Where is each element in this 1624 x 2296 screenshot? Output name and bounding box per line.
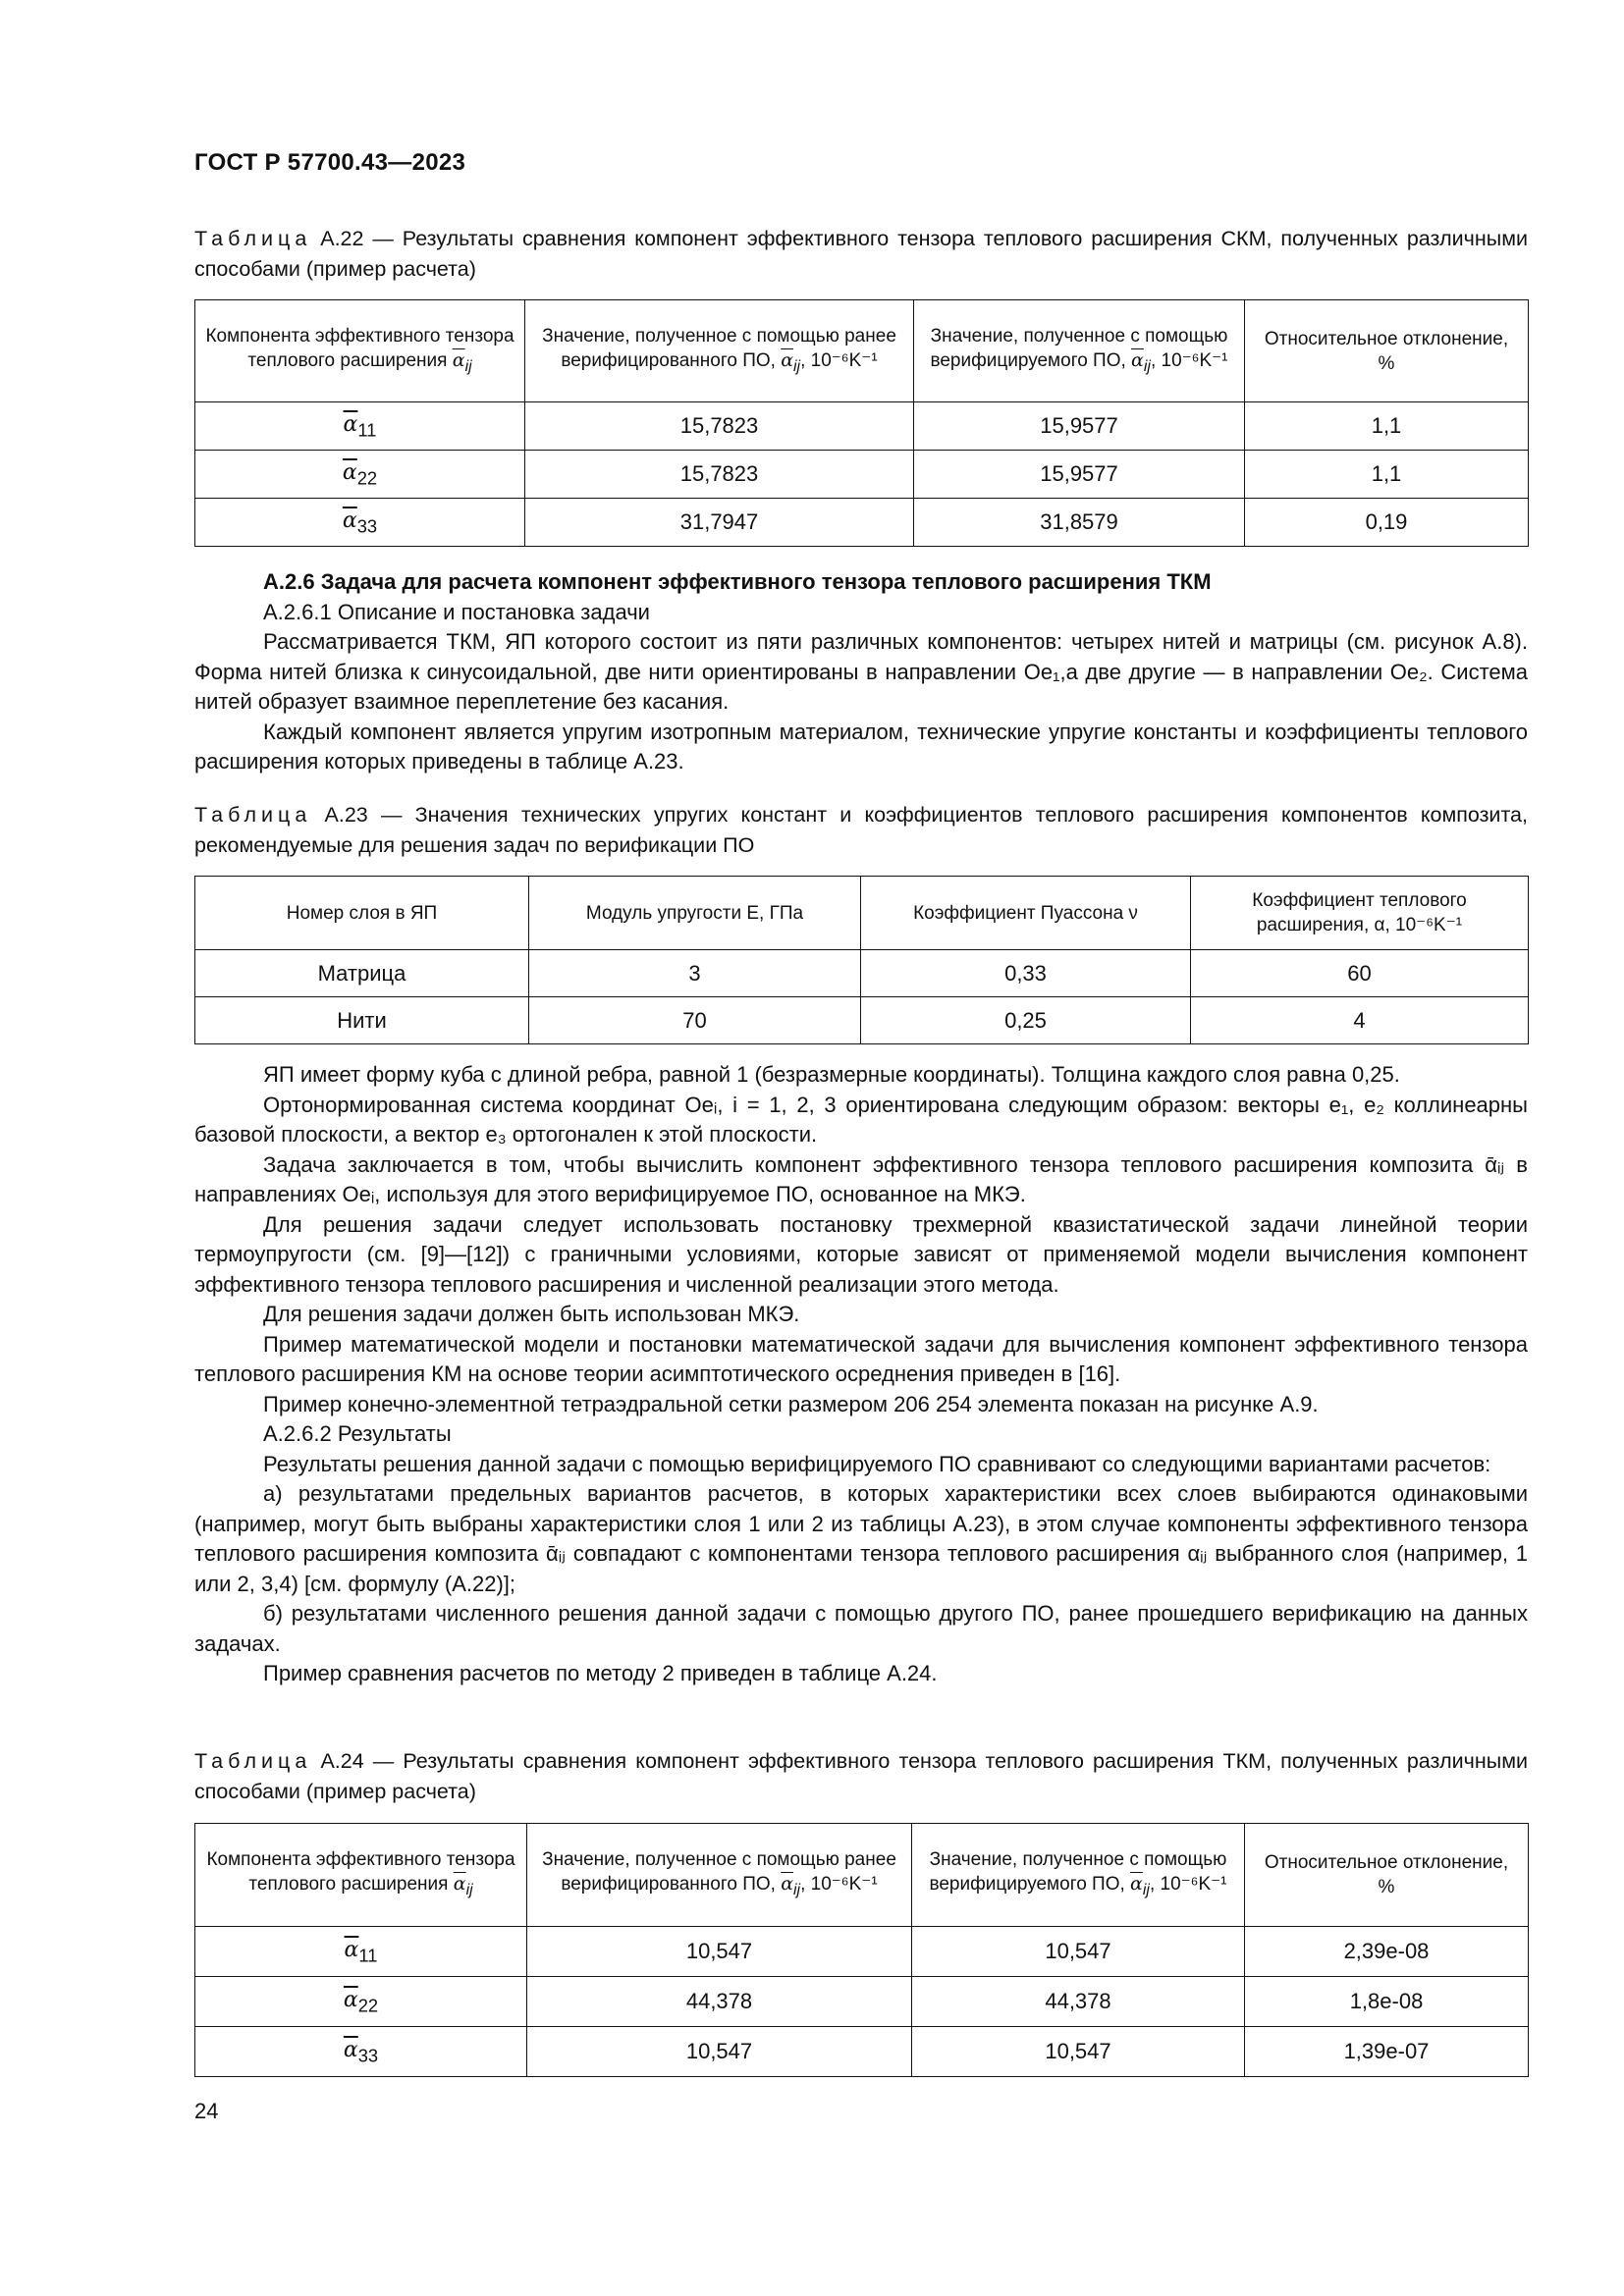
table-cell: 15,9577: [914, 402, 1245, 451]
table-header-cell: Компонента эффективного тензора теплового расширения $\overline{\alpha}_{ij}$: [195, 300, 525, 402]
paragraph: Рассматривается ТКМ, ЯП которого состоит из пяти различных компонентов: четырех нитей и матрицы (см. рисунок А.8). Форма нитей близка к синусоидальной, две нити ориентированы в направлении Oe₁,а две другие — в направлении Oe₂. Система нитей образует взаимное переплетение без касания.: [194, 629, 1528, 714]
table-cell: 1,8e-08: [1245, 1977, 1529, 2027]
table-a24: [194, 1823, 1529, 2077]
table-header-cell: Модуль упругости E, ГПа: [529, 877, 861, 950]
table-header-row: [195, 1824, 1529, 1927]
table-cell: 10,547: [527, 2027, 912, 2077]
table-cell: 31,8579: [914, 499, 1245, 547]
list-item: б) результатами численного решения данной задачи с помощью другого ПО, ранее прошедшего верификацию на данных задачах.: [194, 1601, 1528, 1656]
table-cell-component: $\overline{\alpha}_{22}$: [195, 1977, 527, 2027]
table-row: [195, 1927, 1529, 1977]
list-item: а) результатами предельных вариантов расчетов, в которых характеристики всех слоев выбираются одинаковыми (например, могут быть выбраны характеристики слоя 1 или 2 из таблицы А.23), в этом случае компоненты эффективного тензора теплового расширения композита ᾱᵢⱼ совпадают с компонентами тензора теплового расширения αᵢⱼ выбранного слоя (например, 1 или 2, 3,4) [см. формулу (А.22)];: [194, 1481, 1528, 1596]
table-header-row: [195, 300, 1529, 402]
table-a23-caption-prefix: Таблица: [194, 803, 312, 827]
table-a24-caption: [194, 1746, 1528, 1807]
document-header: ГОСТ Р 57700.43—2023: [194, 149, 466, 176]
table-a23-caption: [194, 800, 1528, 861]
paragraph: Каждый компонент является упругим изотропным материалом, технические упругие константы и коэффициенты теплового расширения которых приведены в таблице А.23.: [194, 719, 1528, 774]
table-cell: 15,9577: [914, 451, 1245, 499]
table-cell: 10,547: [912, 2027, 1245, 2077]
paragraph: Задача заключается в том, чтобы вычислить компонент эффективного тензора теплового расширения композита ᾱᵢⱼ в направлениях Oeᵢ, используя для этого верифицируемое ПО, основанное на МКЭ.: [194, 1151, 1528, 1206]
table-a24-caption-prefix: Таблица: [194, 1749, 312, 1773]
table-row: [195, 997, 1529, 1044]
table-a23: [194, 876, 1529, 1044]
table-header-cell: Значение, полученное с помощью верифицируемого ПО, $\overline{\alpha}_{ij}$, 10⁻⁶K⁻¹: [914, 300, 1245, 402]
table-row: [195, 950, 1529, 997]
table-row: [195, 451, 1529, 499]
paragraph: Для решения задачи должен быть использован МКЭ.: [263, 1302, 800, 1326]
table-header-cell: Относительное отклонение, %: [1245, 1824, 1529, 1927]
table-cell: 4: [1191, 997, 1529, 1044]
table-cell: Матрица: [195, 950, 529, 997]
table-a22: [194, 299, 1529, 547]
table-cell: 44,378: [912, 1977, 1245, 2027]
table-cell: 15,7823: [525, 402, 914, 451]
table-cell: 15,7823: [525, 451, 914, 499]
table-cell: 0,33: [861, 950, 1191, 997]
table-cell-component: $\overline{\alpha}_{11}$: [195, 1927, 527, 1977]
paragraph: Пример сравнения расчетов по методу 2 приведен в таблице А.24.: [263, 1661, 938, 1685]
table-cell: 10,547: [527, 1927, 912, 1977]
table-row: [195, 402, 1529, 451]
sub-heading: А.2.6.1 Описание и постановка задачи: [263, 599, 650, 624]
table-header-cell: Номер слоя в ЯП: [195, 877, 529, 950]
table-header-cell: Коэффициент теплового расширения, α, 10⁻⁶K⁻¹: [1191, 877, 1529, 950]
table-cell: 3: [529, 950, 861, 997]
paragraph: ЯП имеет форму куба с длиной ребра, равной 1 (безразмерные координаты). Толщина каждого слоя равна 0,25.: [263, 1062, 1400, 1087]
table-a22-caption-text: А.22 — Результаты сравнения компонент эффективного тензора теплового расширения СКМ, полученных различными способами (пример расчета): [194, 227, 1528, 281]
table-cell: 2,39e-08: [1245, 1927, 1529, 1977]
table-cell-component: $\overline{\alpha}_{33}$: [195, 2027, 527, 2077]
sub-heading: А.2.6.2 Результаты: [263, 1421, 452, 1446]
table-a22-caption: [194, 224, 1528, 285]
table-a24-caption-text: А.24 — Результаты сравнения компонент эффективного тензора теплового расширения ТКМ, полученных различными способами (пример расчета): [194, 1749, 1528, 1803]
table-cell-component: $\overline{\alpha}_{33}$: [195, 499, 525, 547]
table-row: [195, 1977, 1529, 2027]
table-cell: 1,1: [1245, 402, 1529, 451]
section-a26: [194, 567, 1528, 777]
table-cell: 0,19: [1245, 499, 1529, 547]
table-header-cell: Значение, полученное с помощью верифицируемого ПО, $\overline{\alpha}_{ij}$, 10⁻⁶K⁻¹: [912, 1824, 1245, 1927]
paragraph: Ортонормированная система координат Oeᵢ, i = 1, 2, 3 ориентирована следующим образом: векторы e₁, e₂ коллинеарны базовой плоскости, а вектор e₃ ортогонален к этой плоскости.: [194, 1092, 1528, 1147]
table-cell: 10,547: [912, 1927, 1245, 1977]
table-row: [195, 2027, 1529, 2077]
table-cell-component: $\overline{\alpha}_{11}$: [195, 402, 525, 451]
table-cell: 44,378: [527, 1977, 912, 2027]
table-cell: 1,39e-07: [1245, 2027, 1529, 2077]
paragraph: Пример математической модели и постановки математической задачи для вычисления компонент эффективного тензора теплового расширения КМ на основе теории асимптотического осреднения приведен в [16].: [194, 1331, 1528, 1386]
table-a22-caption-prefix: Таблица: [194, 227, 312, 250]
paragraph: Для решения задачи следует использовать постановку трехмерной квазистатической задачи линейной теории термоупругости (см. [9]—[12]) с граничными условиями, которые зависят от применяемой модели вычисления компонент эффективного тензора теплового расширения и численной реализации этого метода.: [194, 1211, 1528, 1297]
section-heading: А.2.6 Задача для расчета компонент эффективного тензора теплового расширения ТКМ: [263, 569, 1212, 594]
table-header-cell: Коэффициент Пуассона ν: [861, 877, 1191, 950]
table-cell-component: $\overline{\alpha}_{22}$: [195, 451, 525, 499]
page-number: 24: [194, 2099, 219, 2123]
table-row: [195, 499, 1529, 547]
table-header-cell: Компонента эффективного тензора теплового расширения $\overline{\alpha}_{ij}$: [195, 1824, 527, 1927]
table-header-row: [195, 877, 1529, 950]
table-header-cell: Относительное отклонение, %: [1245, 300, 1529, 402]
table-cell: 0,25: [861, 997, 1191, 1044]
table-cell: Нити: [195, 997, 529, 1044]
table-cell: 60: [1191, 950, 1529, 997]
table-header-cell: Значение, полученное с помощью ранее верифицированного ПО, $\overline{\alpha}_{ij}$, 10⁻⁶K⁻¹: [525, 300, 914, 402]
table-cell: 1,1: [1245, 451, 1529, 499]
table-cell: 31,7947: [525, 499, 914, 547]
table-header-cell: Значение, полученное с помощью ранее верифицированного ПО, $\overline{\alpha}_{ij}$, 10⁻⁶K⁻¹: [527, 1824, 912, 1927]
table-cell: 70: [529, 997, 861, 1044]
paragraph: Результаты решения данной задачи с помощью верифицируемого ПО сравнивают со следующими вариантами расчетов:: [263, 1451, 1491, 1476]
paragraph: Пример конечно-элементной тетраэдральной сетки размером 206 254 элемента показан на рисунке А.9.: [263, 1391, 1319, 1416]
table-a23-caption-text: А.23 — Значения технических упругих констант и коэффициентов теплового расширения компонентов композита, рекомендуемые для решения задач по верификации ПО: [194, 803, 1528, 857]
section-a26-continued: [194, 1060, 1528, 1689]
